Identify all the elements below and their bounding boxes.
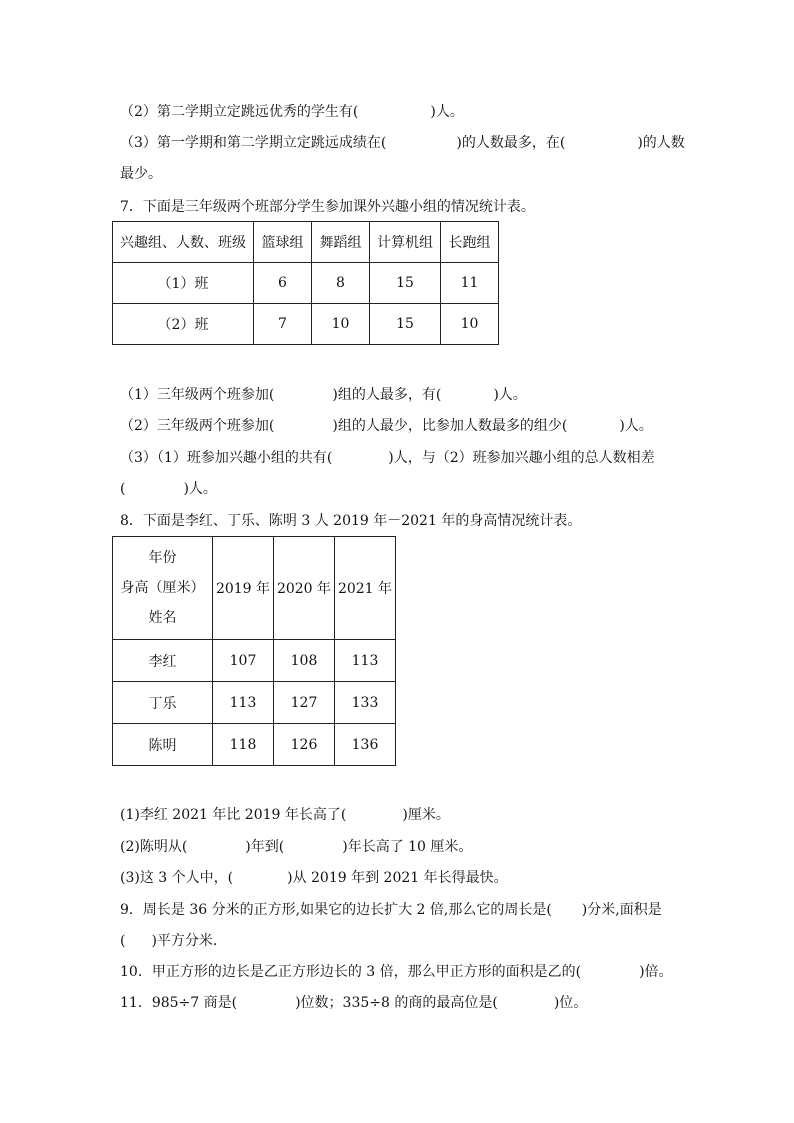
table-row [113, 724, 396, 766]
row-label: （2）班 [113, 304, 254, 345]
table-cell: 6 [254, 263, 312, 304]
table-cell: 7 [254, 304, 312, 345]
q8-title: 8．下面是李红、丁乐、陈明 3 人 2019 年－2021 年的身高情况统计表。 [120, 513, 582, 529]
q7-sub3-cont: ( )人。 [120, 481, 217, 497]
table-header-row [113, 537, 396, 640]
table-cell: 113 [213, 682, 274, 724]
header-cell: 舞蹈组 [312, 222, 370, 263]
q8-sub2: (2)陈明从( )年到( )年长高了 10 厘米。 [120, 839, 473, 855]
header-cell: 2021 年 [335, 537, 396, 640]
table-row [113, 640, 396, 682]
table-cell: 10 [441, 304, 499, 345]
q11: 11．985÷7 商是( )位数；335÷8 的商的最高位是( )位。 [120, 995, 588, 1011]
q6-sub3: （3）第一学期和第二学期立定跳远成绩在( )的人数最多，在( )的人数 [120, 135, 685, 151]
q7-sub2: （2）三年级两个班参加( )组的人最少，比参加人数最多的组少( )人。 [120, 418, 653, 434]
q6-sub3-cont: 最少。 [120, 166, 162, 182]
q7-sub3: （3）（1）班参加兴趣小组的共有( )人，与（2）班参加兴趣小组的总人数相差 [120, 450, 655, 466]
table-cell: 118 [213, 724, 274, 766]
table-cell: 11 [441, 263, 499, 304]
q8-sub1: (1)李红 2021 年比 2019 年长高了( )厘米。 [120, 807, 450, 823]
corner-header-cell: 年份 身高（厘米） 姓名 [113, 537, 213, 640]
q8-sub3: (3)这 3 个人中，( )从 2019 年到 2021 年长得最快。 [120, 870, 508, 886]
table-cell: 15 [370, 263, 441, 304]
header-cell: 篮球组 [254, 222, 312, 263]
q9: 9．周长是 36 分米的正方形,如果它的边长扩大 2 倍,那么它的周长是( )分米,面积是 [120, 902, 662, 918]
header-cell: 2019 年 [213, 537, 274, 640]
table-cell: 108 [274, 640, 335, 682]
row-label: 李红 [113, 640, 213, 682]
q9-cont: ( )平方分米． [120, 933, 227, 949]
header-cell: 长跑组 [441, 222, 499, 263]
q6-sub2: （2）第二学期立定跳远优秀的学生有( )人。 [120, 104, 464, 120]
q7-sub1: （1）三年级两个班参加( )组的人最多，有( )人。 [120, 387, 527, 403]
table-row [113, 263, 499, 304]
header-cell: 兴趣组、人数、班级 [113, 222, 254, 263]
height-table [112, 536, 396, 766]
table-header-row [113, 222, 499, 263]
row-label: 陈明 [113, 724, 213, 766]
row-label: （1）班 [113, 263, 254, 304]
q7-title: 7．下面是三年级两个班部分学生参加课外兴趣小组的情况统计表。 [120, 199, 535, 215]
row-label: 丁乐 [113, 682, 213, 724]
table-cell: 133 [335, 682, 396, 724]
table-cell: 113 [335, 640, 396, 682]
table-cell: 126 [274, 724, 335, 766]
table-cell: 127 [274, 682, 335, 724]
table-cell: 15 [370, 304, 441, 345]
header-cell: 2020 年 [274, 537, 335, 640]
table-row [113, 304, 499, 345]
table-cell: 10 [312, 304, 370, 345]
table-cell: 107 [213, 640, 274, 682]
table-cell: 8 [312, 263, 370, 304]
table-row [113, 682, 396, 724]
header-cell: 计算机组 [370, 222, 441, 263]
q10: 10．甲正方形的边长是乙正方形边长的 3 倍，那么甲正方形的面积是乙的( )倍。 [120, 964, 673, 980]
interest-group-table [112, 221, 499, 345]
table-cell: 136 [335, 724, 396, 766]
